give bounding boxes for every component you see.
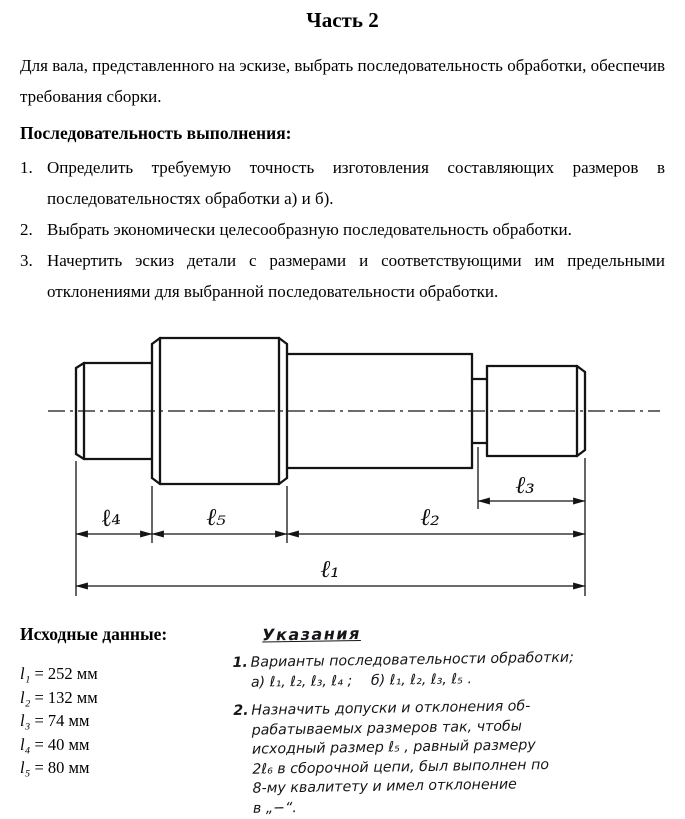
symbol-l3: l₃ bbox=[20, 711, 31, 730]
list-item bbox=[20, 152, 665, 214]
step-text: Начертить эскиз детали с размерами и соответствующими им предельными отклонениями для выбранной последовательности обработки. bbox=[47, 251, 665, 301]
steps-list bbox=[20, 152, 665, 307]
symbol-l1: l₁ bbox=[20, 664, 31, 683]
note-text: 2ℓ₆ в сборочной цепи, был выполнен по bbox=[252, 756, 550, 778]
initial-data-heading: Исходные данные: bbox=[20, 624, 168, 644]
value-l3: = 74 мм bbox=[30, 711, 90, 730]
symbol-l5: l₅ bbox=[20, 758, 31, 777]
step-number: 3. bbox=[20, 251, 33, 270]
note-text: Варианты последовательности обработки; bbox=[250, 649, 574, 671]
data-row-l1 bbox=[20, 662, 232, 686]
dim-label-l5: ℓ₅ bbox=[206, 503, 226, 531]
data-row-l2 bbox=[20, 686, 232, 710]
dimension-l4 bbox=[76, 502, 152, 534]
note-text: исходный размер ℓ₅ , равный размеру bbox=[251, 737, 536, 758]
symbol-l2: l₂ bbox=[20, 687, 31, 707]
dimension-l5 bbox=[152, 503, 287, 534]
data-row-l4 bbox=[20, 733, 232, 757]
dimension-l1 bbox=[76, 555, 585, 586]
note-text: в „−“. bbox=[252, 799, 298, 817]
handwritten-notes bbox=[232, 617, 668, 819]
step-text: Выбрать экономически целесообразную последовательность обработки. bbox=[47, 220, 572, 239]
note-1 bbox=[232, 647, 666, 693]
symbol-l4: l₄ bbox=[20, 734, 31, 754]
step-number: 1. bbox=[20, 158, 33, 177]
initial-data-block bbox=[20, 624, 232, 819]
notes-heading: Указания bbox=[262, 623, 361, 645]
value-l1: = 252 мм bbox=[30, 664, 98, 683]
value-l5: = 80 мм bbox=[30, 758, 90, 777]
sequence-heading: Последовательность выполнения: bbox=[20, 123, 292, 143]
dimension-l3 bbox=[478, 471, 585, 501]
note-text: рабатываемых размеров так, чтобы bbox=[251, 717, 523, 739]
value-l2: = 132 мм bbox=[30, 687, 98, 707]
step-number: 2. bbox=[20, 220, 33, 239]
data-row-l3 bbox=[20, 709, 232, 733]
dim-label-l2: ℓ₂ bbox=[420, 503, 440, 531]
note-text: 8-му квалитету и имел отклонение bbox=[252, 776, 517, 797]
dim-label-l4: ℓ₄ bbox=[98, 501, 123, 533]
note-number: 1. bbox=[232, 654, 249, 671]
bottom-section bbox=[20, 624, 665, 819]
list-item bbox=[20, 245, 665, 307]
list-item bbox=[20, 214, 665, 245]
shaft-sketch bbox=[20, 311, 665, 616]
shaft-sketch-svg bbox=[20, 311, 665, 616]
note-text: Назначить допуски и отклонения об- bbox=[251, 698, 531, 719]
dim-label-l1: ℓ₁ bbox=[320, 555, 340, 583]
dimension-l2 bbox=[287, 503, 585, 534]
page-title: Часть 2 bbox=[306, 8, 379, 32]
step-text: Определить требуемую точность изготовления составляющих размеров в последовательностях обработки а) и б). bbox=[47, 158, 665, 208]
value-l4: = 40 мм bbox=[30, 734, 90, 754]
note-text: а) ℓ₁, ℓ₂, ℓ₃, ℓ₄ ; б) ℓ₁, ℓ₂, ℓ₃, ℓ₅ . bbox=[250, 670, 473, 691]
note-2 bbox=[233, 695, 668, 819]
dim-label-l3: ℓ₃ bbox=[515, 471, 535, 499]
intro-paragraph: Для вала, представленного на эскизе, выбрать последовательность обработки, обеспечив требования сборки. bbox=[20, 56, 665, 106]
data-row-l5 bbox=[20, 756, 232, 780]
note-number: 2. bbox=[233, 702, 249, 719]
